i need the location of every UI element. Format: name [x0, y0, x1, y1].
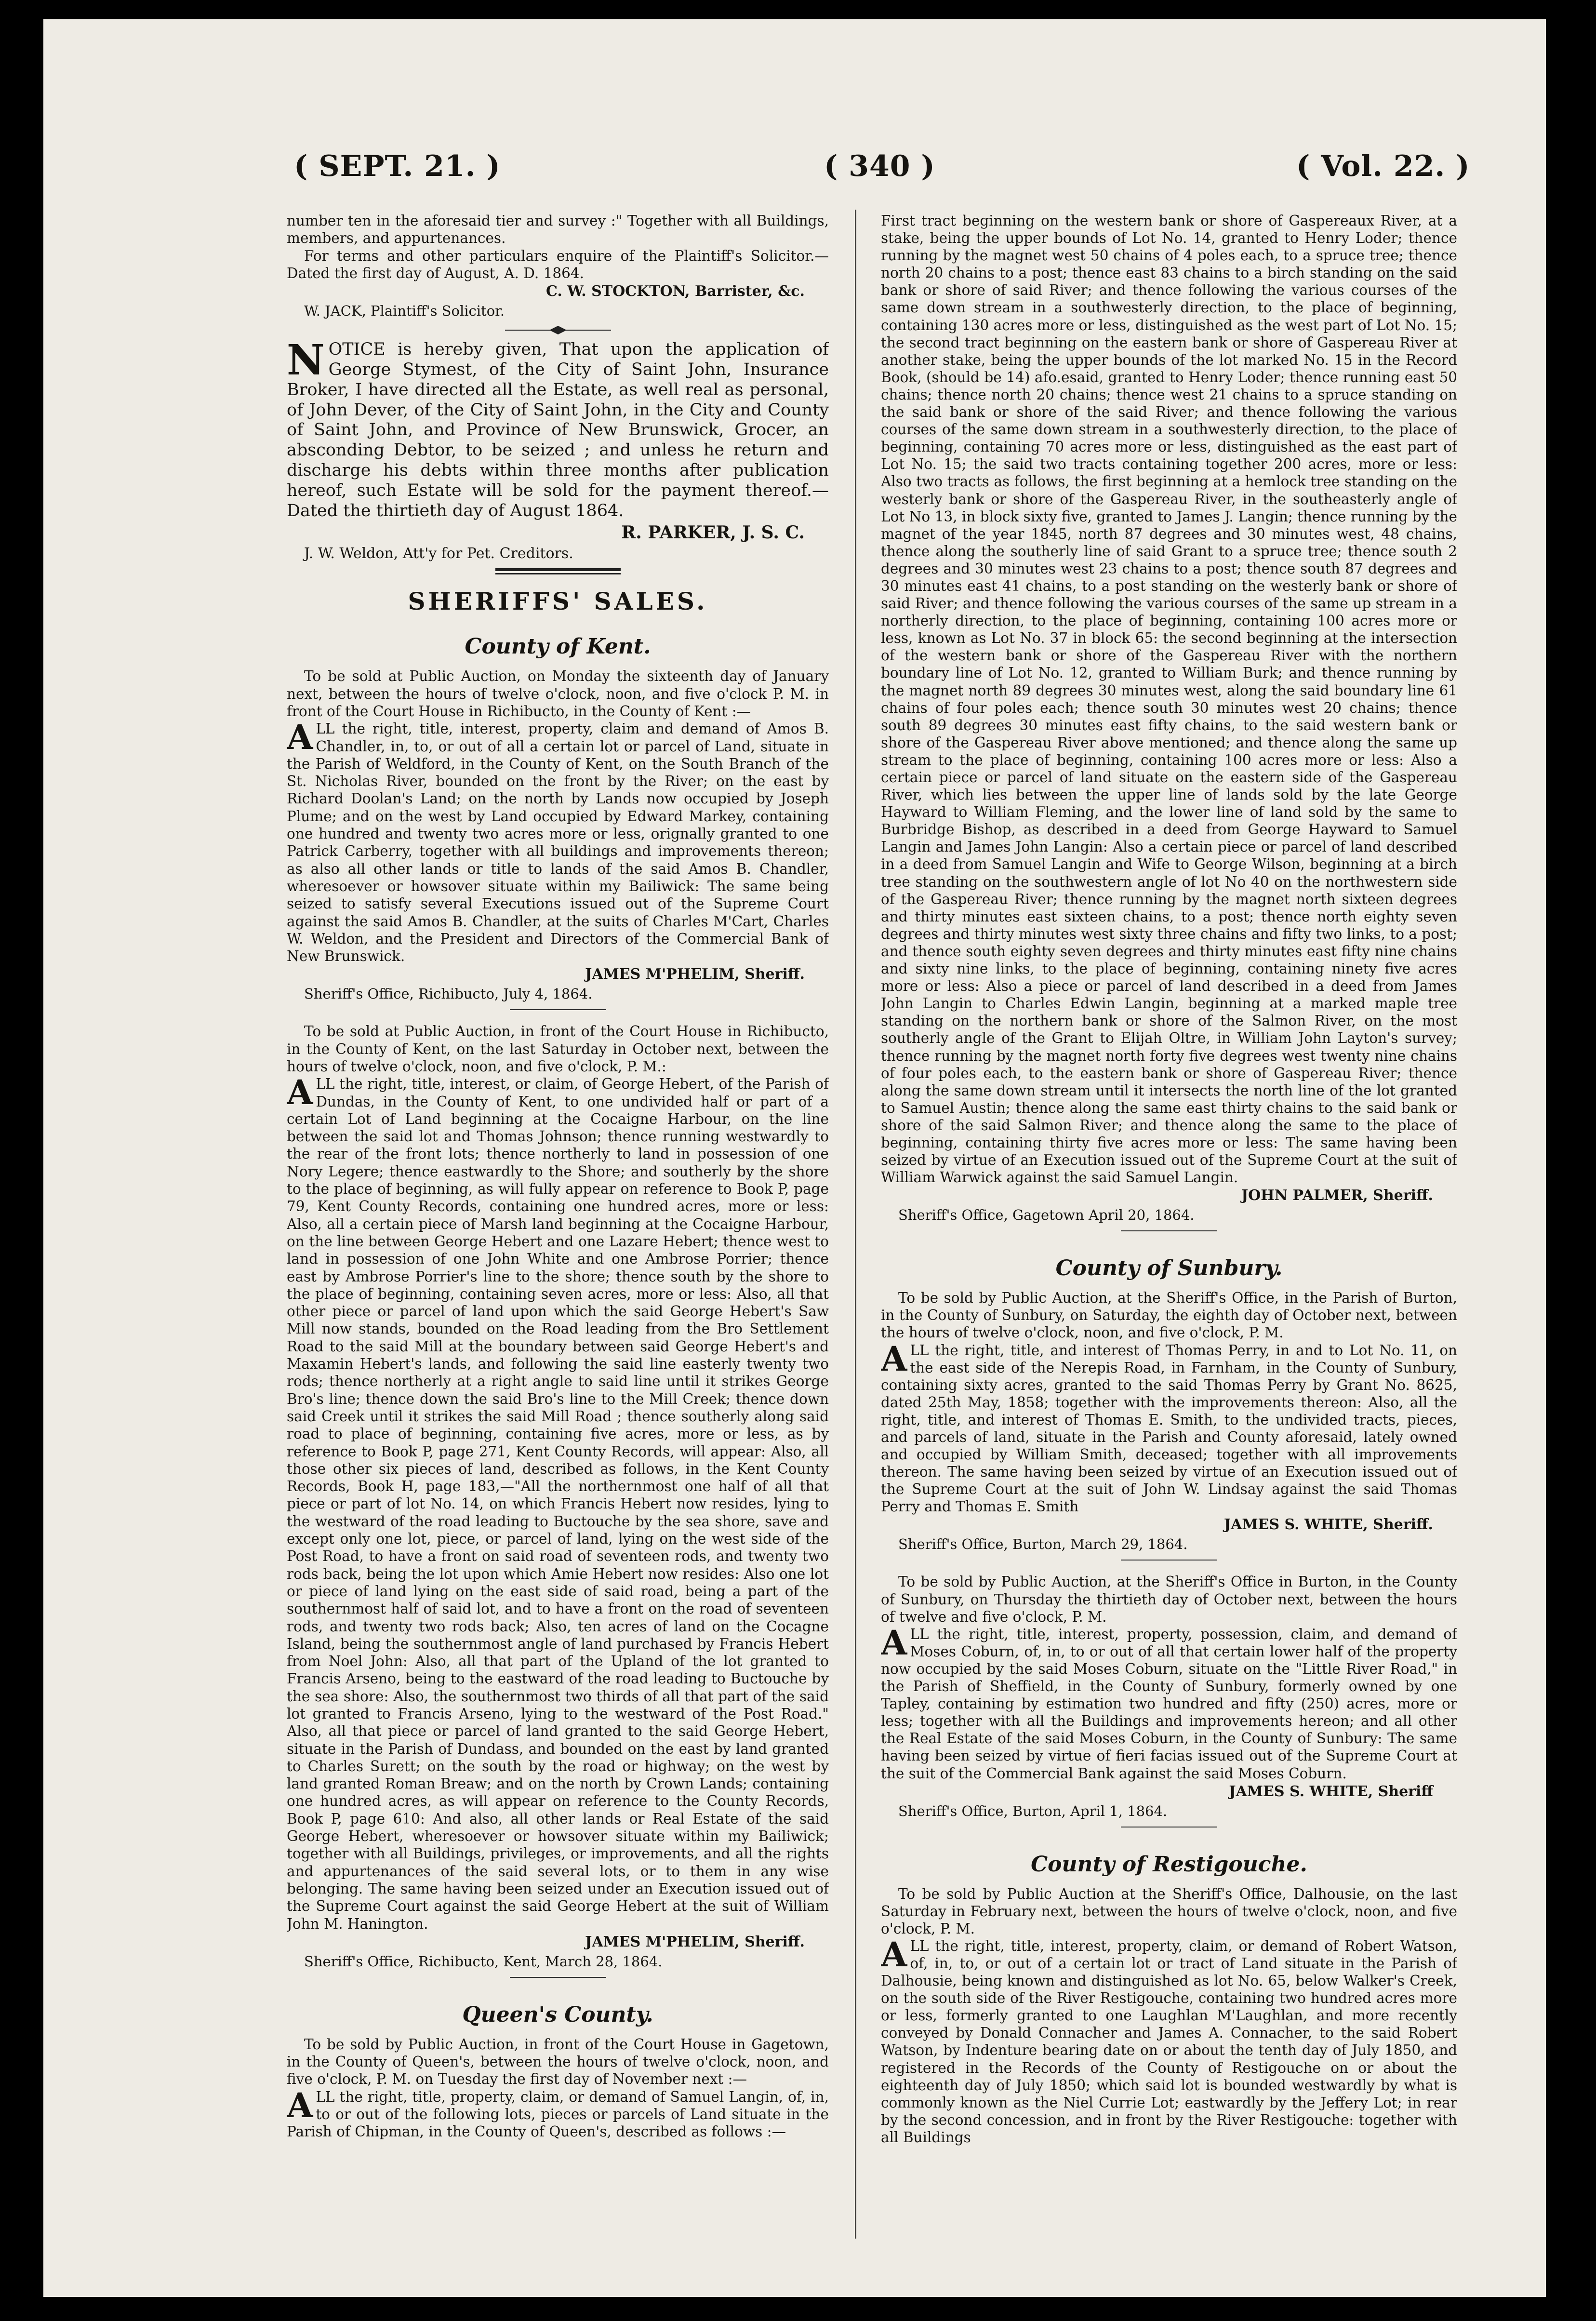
column-divider	[855, 210, 856, 2239]
drop-cap: A	[287, 2085, 313, 2125]
signature: C. W. STOCKTON, Barrister, &c.	[545, 283, 805, 300]
page-header	[251, 149, 1470, 193]
drop-cap: A	[287, 1072, 313, 1113]
sheriff-office-date: Sheriff's Office, Richibucto, July 4, 1864.	[304, 986, 593, 1002]
sheriff-signature: JAMES M'PHELIM, Sheriff.	[585, 1933, 805, 1950]
double-rule	[495, 568, 621, 576]
ornament-divider	[505, 324, 611, 336]
drop-cap: A	[287, 717, 313, 758]
sheriff-office-date: Sheriff's Office, Burton, March 29, 1864.	[898, 1536, 1188, 1553]
divider	[510, 1975, 606, 1987]
sale-body	[881, 1622, 1457, 1782]
sheriff-signature: JAMES S. WHITE, Sheriff	[1229, 1783, 1433, 1800]
sheriff-office-date: Sheriff's Office, Gagetown April 20, 1864.	[898, 1207, 1195, 1224]
county-heading: County of Kent.	[465, 634, 651, 659]
sale-body	[287, 2085, 829, 2141]
signature-line: W. JACK, Plaintiff's Solicitor.	[304, 303, 505, 320]
divider	[1121, 1825, 1217, 1836]
sale-body	[881, 1338, 1457, 1516]
sale-body	[287, 1072, 829, 1933]
divider	[510, 1007, 606, 1019]
sale-text: LL the right, title, property, claim, or demand of Samuel Langin, of, in, to or out of the following lots, pieces or parcels of Land situate in the Parish of Chipman, in the County of Queen's, described as follows :—	[287, 2088, 829, 2140]
county-heading: Queen's County.	[462, 2002, 653, 2027]
county-heading: County of Restigouche.	[1031, 1852, 1307, 1877]
notice-signature: R. PARKER, J. S. C.	[621, 522, 805, 543]
divider	[1121, 1558, 1217, 1569]
sale-text: LL the right, title, interest, property, claim, or demand of Robert Watson, of, in, to, or out of a certain lot or tract of Land situate in the Parish of Dalhousie, being known and distinguished as lot No. 65, below Walker's Creek, on the south side of the River Restigouche, containing two hundred acres more or less, formerly granted to one Laughlan M'Laughlan, and more recently conveyed by Donald Connacher and James A. Connacher, to the said Robert Watson, by Indenture bearing date on or about the tenth day of July 1850, and registered in the Records of the County of Restigouche on or about the eighteenth day of July 1850; which said lot is bounded westwardly by what is commonly known as the Niel Currie Lot; eastwardly by the Jeffery Lot; in rear by the second concession, and in front by the River Restigouche: together with all Buildings	[881, 1937, 1457, 2146]
sale-text-continued: First tract beginning on the western bank or shore of Gaspereaux River, at a stake, being the upper bounds of Lot No. 14, granted to Henry Loder; thence running by the magnet west 50 chains of 4 poles each, to a spruce tree; thence north 20 chains to a post; thence east 83 chains to a birch standing on the said bank or shore of said River; and thence following the various courses of the same down stream in a southwesterly direction, to the place of beginning, containing 130 acres more or less, distinguished as the west part of Lot No. 15; the second tract beginning on the eastern bank or shore of Gaspereau River at another stake, being the upper bounds of the lot marked No. 15 in the Record Book, (should be 14) afo.esaid, granted to Henry Loder; thence running east 50 chains; thence north 20 chains; thence west 21 chains to a spruce standing on the said bank or shore of the said River; and thence following the various courses of the same down stream in a southwesterly direction, to the place of beginning, containing 70 acres more or less, distinguished as the east part of Lot No. 15; the said two tracts containing together 200 acres, more or less: Also two tracts as follows, the first beginning at a hemlock tree standing on the westerly bank or shore of the Gaspereau River, in the southeasterly angle of Lot No 13, in block sixty five, granted to James J. Langin; thence running by the magnet of the year 1845, north 87 degrees and 30 minutes west, 48 chains, thence along the southerly line of said Grant to a spruce tree; thence south 2 degrees and 30 minutes west 23 chains to a post; thence south 87 degrees and 30 minutes east 41 chains, to a post standing on the westerly bank or shore of said River; and thence following the various courses of the same up stream in a northerly direction, to the place of beginning, containing 100 acres more or less, known as Lot No. 37 in block 65: the second beginning at the intersection of the western bank or shore of the Gaspereau River with the northern boundary line of Lot No. 12, granted to William Burk; and thence running by the magnet north 89 degrees 30 minutes west, along the said boundary line 61 chains of four poles each; thence south 30 minutes west 20 chains; thence south 89 degrees 30 minutes east fifty chains, to the said western bank or shore of the Gaspereau River above mentioned; and thence along the same up stream to the place of beginning, containing 100 acres more or less: Also a certain piece or parcel of land situate on the eastern side of the Gaspereau River, which lies between the upper line of lands sold by the late George Hayward to William Fleming, and the lower line of land sold by the same to Burbridge Bishop, as described in a deed from George Hayward to Samuel Langin and James John Langin: Also a certain piece or parcel of land described in a deed from Samuel Langin and Wife to George Wilson, beginning at a birch tree standing on the southwestern angle of lot No 40 on the northwestern side of the Gaspereau River; thence running by the magnet north sixteen degrees and thirty minutes east sixteen chains, to a post; thence north eighty seven degrees and thirty minutes west sixty three chains and fifty two links, to a post; and thence south eighty seven degrees and thirty minutes east fifty nine chains and sixty nine links, to the place of beginning, containing ninety five acres more or less: Also a piece or parcel of land described in a deed from James John Langin to Charles Edwin Langin, beginning at a marked maple tree standing on the northern bank or shore of the Salmon River, on the most southerly angle of the Grant to Elijah Oltre, in William John Layton's survey; thence running by the magnet north forty five degrees west twenty nine chains of four poles each, to the eastern bank or shore of Gaspereau River; thence along the same down stream until it intersects the north line of the lot granted to Samuel Austin; thence along the same east thirty chains to the said bank or shore of the said Salmon River; and thence along the same to the place of beginning, containing thirty five acres more or less: The same having been seized by virtue of an Execution issued out of the Supreme Court at the suit of William Warwick against the said Samuel Langin.	[881, 213, 1457, 1186]
newspaper-page	[43, 19, 1546, 2297]
divider	[1121, 1228, 1217, 1240]
terms-paragraph: For terms and other particulars enquire of the Plaintiff's Solicitor.—Dated the first day of August, A. D. 1864.	[287, 247, 829, 281]
page-number: ( 340 )	[824, 149, 935, 183]
sale-intro: To be sold by Public Auction, in front of the Court House in Gagetown, in the County of Queen's, between the hours of twelve o'clock, noon, and five o'clock, P. M. on Tuesday the first day of November next :—	[287, 2036, 829, 2088]
sale-intro: To be sold at Public Auction, on Monday the sixteenth day of January next, between the hours of twelve o'clock, noon, and five o'clock P. M. in front of the Court House in Richibucto, in the County of Kent :—	[287, 668, 829, 720]
continued-paragraph: number ten in the aforesaid tier and survey :" Together with all Buildings, members, and appurtenances.	[287, 213, 829, 247]
sale-text: LL the right, title, interest, or claim, of George Hebert, of the Parish of Dundas, in the County of Kent, to one undivided half or part of a certain Lot of Land beginning at the Cocaigne Harbour, on the line between the said lot and Thomas Johnson; thence running westwardly to the rear of the front lots; thence northerly to land in possession of one Nory Legere; thence eastwardly to the Shore; and southerly by the shore to the place of beginning, as will fully appear on reference to Book P, page 79, Kent County Records, containing one hundred acres, more or less: Also, all a certain piece of Marsh land beginning at the Cocaigne Harbour, on the line between George Hebert and one Lazare Hebert; thence west to land in possession of one John White and one Ambrose Porrier; thence east by Ambrose Porrier's line to the shore; thence south by the shore to the place of beginning, containing seven acres, more or less: Also, all that other piece or parcel of land upon which the said George Hebert's Saw Mill now stands, bounded on the Road leading from the Bro Settlement Road to the said Mill at the boundary between said George Hebert's and Maxamin Hebert's lands, and following the said line easterly twenty two rods; thence northerly at a right angle to said line until it strikes George Bro's line; thence down the said Bro's line to the Mill Creek; thence down said Creek until it strikes the said Mill Road ; thence southerly along said road to place of beginning, containing five acres, more or less, as by reference to Book P, page 271, Kent County Records, will appear: Also, all those other six pieces of land, described as follows, in the Kent County Records, Book H, page 183,—"All the northernmost one half of all that piece or part of lot No. 14, on which Francis Hebert now resides, lying to the westward of the road leading to Buctouche by the sea shore, save and except only one lot, piece, or parcel of land, lying on the west side of the Post Road, to have a front on said road of seventeen rods, and twenty two rods back, being the lot upon which Amie Hebert now resides: Also one lot or piece of land lying on the east side of said road, being a part of the southernmost half of said lot, and to have a front on the road of seventeen rods, and twenty two rods back; Also, ten acres of land on the Cocagne Island, being the southernmost angle of land purchased by Francis Hebert from Noel John: Also, all that part of the Upland of the lot granted to Francis Arseno, being to the eastward of the road leading to Buctouche by the sea shore: Also, the southernmost two thirds of all that part of the said lot granted to Francis Arseno, lying to the westward of the Post Road." Also, all that piece or parcel of land granted to the said George Hebert, situate in the Parish of Dundass, and bounded on the east by land granted to Charles Surett; on the south by the road or highway; on the west by land granted Roman Breaw; and on the north by Crown Lands; containing one hundred acres, as will appear on reference to the County Records, Book P, page 610: And also, all other lands or Real Estate of the said George Hebert, wheresoever or howsover situate within my Bailiwick; together with all Buildings, privileges, or improvements, and all the rights and appurtenances of the said several lots, or to them in any wise belonging. The same having been seized under an Execution issued out of the Supreme Court against the said George Hebert at the suit of William John M. Hanington.	[287, 1076, 829, 1932]
sheriff-signature: JAMES M'PHELIM, Sheriff.	[585, 966, 805, 983]
sheriff-office-date: Sheriff's Office, Burton, April 1, 1864.	[898, 1802, 1168, 1819]
sale-intro: To be sold at Public Auction, in front of the Court House in Richibucto, in the County of Kent, on the last Saturday in October next, between the hours of twelve o'clock, noon, and five o'clock, P. M.:	[287, 1023, 829, 1075]
county-heading: County of Sunbury.	[1055, 1256, 1283, 1281]
sheriff-office-date: Sheriff's Office, Richibucto, Kent, March 28, 1864.	[304, 1953, 663, 1970]
notice-attorney: J. W. Weldon, Att'y for Pet. Creditors.	[304, 545, 573, 562]
section-title: SHERIFFS' SALES.	[408, 587, 708, 616]
sheriff-signature: JOHN PALMER, Sheriff.	[1241, 1187, 1433, 1204]
sheriff-signature: JAMES S. WHITE, Sheriff.	[1224, 1516, 1433, 1534]
volume-number: ( Vol. 22. )	[1296, 149, 1470, 183]
sale-body	[881, 1934, 1457, 2146]
sale-text: LL the right, title, interest, property, possession, claim, and demand of Moses Coburn, of, in, to or out of all that certain lower half of the property now occupied by the said Moses Coburn, situate on the "Little River Road," in the Parish of Sheffield, in the County of Sunbury, formerly owned by one Tapley, containing by estimation two hundred and fifty (250) acres, more or less; together with all the Buildings and improvements hereon; and all other the Real Estate of the said Moses Coburn, in the County of Sunbury: The same having been seized by virtue of fieri facias issued out of the Supreme Court at the suit of the Commercial Bank against the said Moses Coburn.	[881, 1626, 1457, 1782]
drop-cap: A	[881, 1934, 907, 1974]
drop-cap: N	[287, 336, 325, 385]
sale-intro: To be sold by Public Auction, at the Sheriff's Office, in the Parish of Burton, in the County of Sunbury, on Saturday, the eighth day of October next, between the hours of twelve o'clock, noon, and five o'clock, P. M.	[881, 1290, 1457, 1341]
sale-text: LL the right, title, and interest of Thomas Perry, in and to Lot No. 11, on the east side of the Nerepis Road, in Farnham, in the County of Sunbury, containing sixty acres, granted to the said Thomas Perry by Grant No. 8625, dated 25th May, 1858; together with the improvements thereon: Also, all the right, title, and interest of Thomas E. Smith, to the undivided tracts, pieces, and parcels of land, situate in the Parish and County aforesaid, lately owned and occupied by William Smith, deceased; together with all improvements thereon. The same having been seized by virtue of an Execution issued out of the Supreme Court at the suit of John W. Lindsay against the said Thomas Perry and Thomas E. Smith	[881, 1342, 1457, 1515]
issue-date: ( SEPT. 21. )	[294, 149, 501, 183]
left-column	[287, 212, 829, 2255]
sale-intro: To be sold by Public Auction, at the Sheriff's Office in Burton, in the County of Sunbury, on Thursday the thirtieth day of October next, between the hours of twelve and five o'clock, P. M.	[881, 1574, 1457, 1625]
notice-block	[287, 336, 829, 521]
right-column	[881, 212, 1457, 2255]
notice-text: OTICE is hereby given, That upon the application of George Stymest, of the City of Saint John, Insurance Broker, I have directed all the Estate, as well real as personal, of John Dever, of the City of Saint John, in the City and County of Saint John, and Province of New Brunswick, Grocer, an absconding Debtor, to be seized ; and unless he return and discharge his debts within three months after publication hereof, such Estate will be sold for the payment thereof.—Dated the thirtieth day of August 1864.	[287, 340, 829, 520]
sale-body	[287, 717, 829, 965]
drop-cap: A	[881, 1622, 907, 1663]
drop-cap: A	[881, 1338, 907, 1379]
sale-intro: To be sold by Public Auction at the Sheriff's Office, Dalhousie, on the last Saturday in February next, between the hours of twelve o'clock, noon, and five o'clock, P. M.	[881, 1885, 1457, 1937]
sale-text: LL the right, title, interest, property, claim and demand of Amos B. Chandler, in, to, or out of all a certain lot or parcel of Land, situate in the Parish of Weldford, in the County of Kent, on the South Branch of the St. Nicholas River, bounded on the front by the River; on the east by Richard Doolan's Land; on the north by Lands now occupied by Joseph Plume; and on the west by Land occupied by Edward Markey, containing one hundred and twenty two acres more or less, orignally granted to one Patrick Carberry, together with all buildings and improvements thereon; as also all other lands or title to lands of the said Amos B. Chandler, wheresoever or howsover situate within my Bailiwick: The same being seized to satisfy several Executions issued out of the Supreme Court against the said Amos B. Chandler, at the suits of Charles M'Cart, Charles W. Weldon, and the President and Directors of the Commercial Bank of New Brunswick.	[287, 720, 829, 965]
